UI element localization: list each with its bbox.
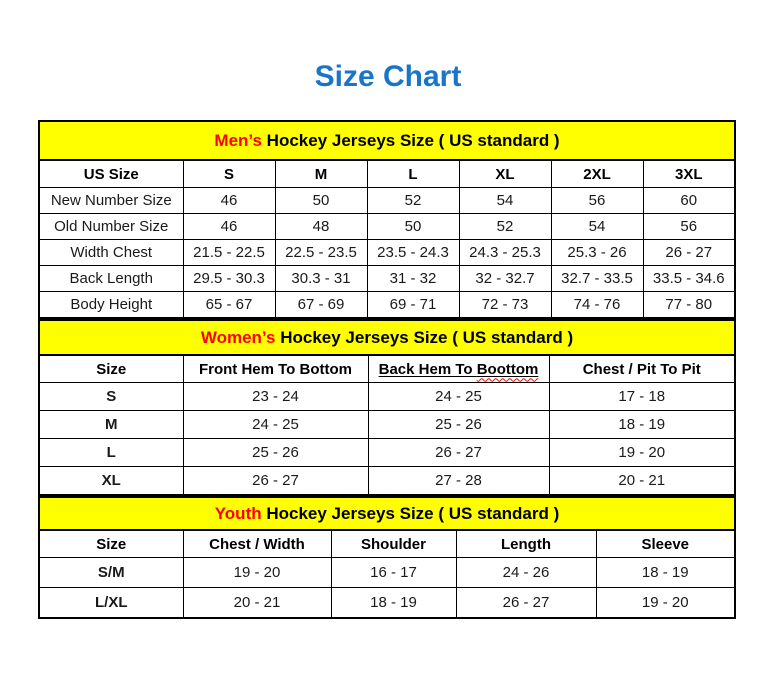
size-value: 48 <box>275 214 367 240</box>
column-header: Size <box>39 530 183 558</box>
size-value: 20 - 21 <box>549 467 735 496</box>
column-header: S <box>183 160 275 188</box>
table-row <box>39 188 735 214</box>
mens-title-rest: Hockey Jerseys Size ( US standard ) <box>261 130 560 150</box>
misspelled-word-squiggle: Boottom <box>476 360 539 378</box>
size-value: 26 - 27 <box>456 588 596 619</box>
size-value: 67 - 69 <box>275 292 367 319</box>
column-header: 3XL <box>643 160 735 188</box>
size-value: 52 <box>459 214 551 240</box>
table-row <box>39 240 735 266</box>
row-label: New Number Size <box>39 188 183 214</box>
womens-title-band <box>39 320 735 355</box>
column-header: Front Hem To Bottom <box>183 355 368 383</box>
size-value: 18 - 19 <box>596 558 735 588</box>
size-value: 17 - 18 <box>549 383 735 411</box>
row-label: L/XL <box>39 588 183 619</box>
row-label: Body Height <box>39 292 183 319</box>
table-row <box>39 588 735 619</box>
mens-title-band <box>39 121 735 160</box>
womens-title-accent: Women’s <box>200 327 276 347</box>
size-value: 26 - 27 <box>643 240 735 266</box>
size-value: 18 - 19 <box>331 588 456 619</box>
size-value: 46 <box>183 214 275 240</box>
size-value: 24 - 26 <box>456 558 596 588</box>
size-value: 77 - 80 <box>643 292 735 319</box>
size-value: 72 - 73 <box>459 292 551 319</box>
womens-title-rest: Hockey Jerseys Size ( US standard ) <box>275 327 574 347</box>
size-value: 25.3 - 26 <box>551 240 643 266</box>
size-value: 19 - 20 <box>549 439 735 467</box>
table-row <box>39 292 735 319</box>
table-row <box>39 214 735 240</box>
size-value: 24.3 - 25.3 <box>459 240 551 266</box>
row-label: XL <box>39 467 183 496</box>
column-header: US Size <box>39 160 183 188</box>
size-value: 25 - 26 <box>183 439 368 467</box>
size-value: 26 - 27 <box>183 467 368 496</box>
table-row <box>39 266 735 292</box>
womens-column-header-row <box>39 355 735 383</box>
size-value: 56 <box>551 188 643 214</box>
mens-column-header-row <box>39 160 735 188</box>
mens-size-table <box>38 120 736 319</box>
size-value: 25 - 26 <box>368 411 549 439</box>
row-label: S <box>39 383 183 411</box>
row-label: Back Length <box>39 266 183 292</box>
size-value: 52 <box>367 188 459 214</box>
column-header: M <box>275 160 367 188</box>
youth-table-title <box>39 497 735 530</box>
size-value: 19 - 20 <box>183 558 331 588</box>
size-value: 46 <box>183 188 275 214</box>
size-value: 69 - 71 <box>367 292 459 319</box>
size-value: 31 - 32 <box>367 266 459 292</box>
womens-table-title <box>39 320 735 355</box>
youth-column-header-row <box>39 530 735 558</box>
page-title: Size Chart <box>314 60 462 93</box>
size-value: 23 - 24 <box>183 383 368 411</box>
row-label: M <box>39 411 183 439</box>
youth-title-rest: Hockey Jerseys Size ( US standard ) <box>261 503 560 523</box>
size-value: 30.3 - 31 <box>275 266 367 292</box>
size-value: 24 - 25 <box>368 383 549 411</box>
back-hem-prefix: Back Hem To <box>378 360 477 378</box>
size-value: 54 <box>551 214 643 240</box>
row-label: L <box>39 439 183 467</box>
size-value: 33.5 - 34.6 <box>643 266 735 292</box>
size-value: 50 <box>367 214 459 240</box>
size-value: 23.5 - 24.3 <box>367 240 459 266</box>
column-header: XL <box>459 160 551 188</box>
size-value: 27 - 28 <box>368 467 549 496</box>
column-header: Sleeve <box>596 530 735 558</box>
row-label: S/M <box>39 558 183 588</box>
youth-title-band <box>39 497 735 530</box>
table-row <box>39 411 735 439</box>
back-hem-header-text <box>379 361 539 378</box>
youth-title-accent: Youth <box>214 503 262 523</box>
size-chart-tables <box>38 120 736 619</box>
size-value: 32 - 32.7 <box>459 266 551 292</box>
size-value: 74 - 76 <box>551 292 643 319</box>
size-value: 24 - 25 <box>183 411 368 439</box>
size-value: 22.5 - 23.5 <box>275 240 367 266</box>
column-header: Chest / Pit To Pit <box>549 355 735 383</box>
size-value: 26 - 27 <box>368 439 549 467</box>
mens-title-accent: Men’s <box>214 130 262 150</box>
size-value: 32.7 - 33.5 <box>551 266 643 292</box>
size-value: 60 <box>643 188 735 214</box>
table-row <box>39 439 735 467</box>
column-header: Chest / Width <box>183 530 331 558</box>
size-value: 65 - 67 <box>183 292 275 319</box>
table-row <box>39 558 735 588</box>
size-value: 18 - 19 <box>549 411 735 439</box>
column-header-misspelled <box>368 355 549 383</box>
column-header: Length <box>456 530 596 558</box>
size-value: 20 - 21 <box>183 588 331 619</box>
youth-size-table <box>38 496 736 619</box>
row-label: Width Chest <box>39 240 183 266</box>
size-value: 56 <box>643 214 735 240</box>
size-value: 21.5 - 22.5 <box>183 240 275 266</box>
column-header: 2XL <box>551 160 643 188</box>
size-value: 54 <box>459 188 551 214</box>
table-row <box>39 467 735 496</box>
size-value: 50 <box>275 188 367 214</box>
womens-size-table <box>38 319 736 496</box>
size-value: 19 - 20 <box>596 588 735 619</box>
column-header: Shoulder <box>331 530 456 558</box>
column-header: L <box>367 160 459 188</box>
mens-table-title <box>39 121 735 160</box>
column-header: Size <box>39 355 183 383</box>
table-row <box>39 383 735 411</box>
row-label: Old Number Size <box>39 214 183 240</box>
size-value: 29.5 - 30.3 <box>183 266 275 292</box>
size-value: 16 - 17 <box>331 558 456 588</box>
